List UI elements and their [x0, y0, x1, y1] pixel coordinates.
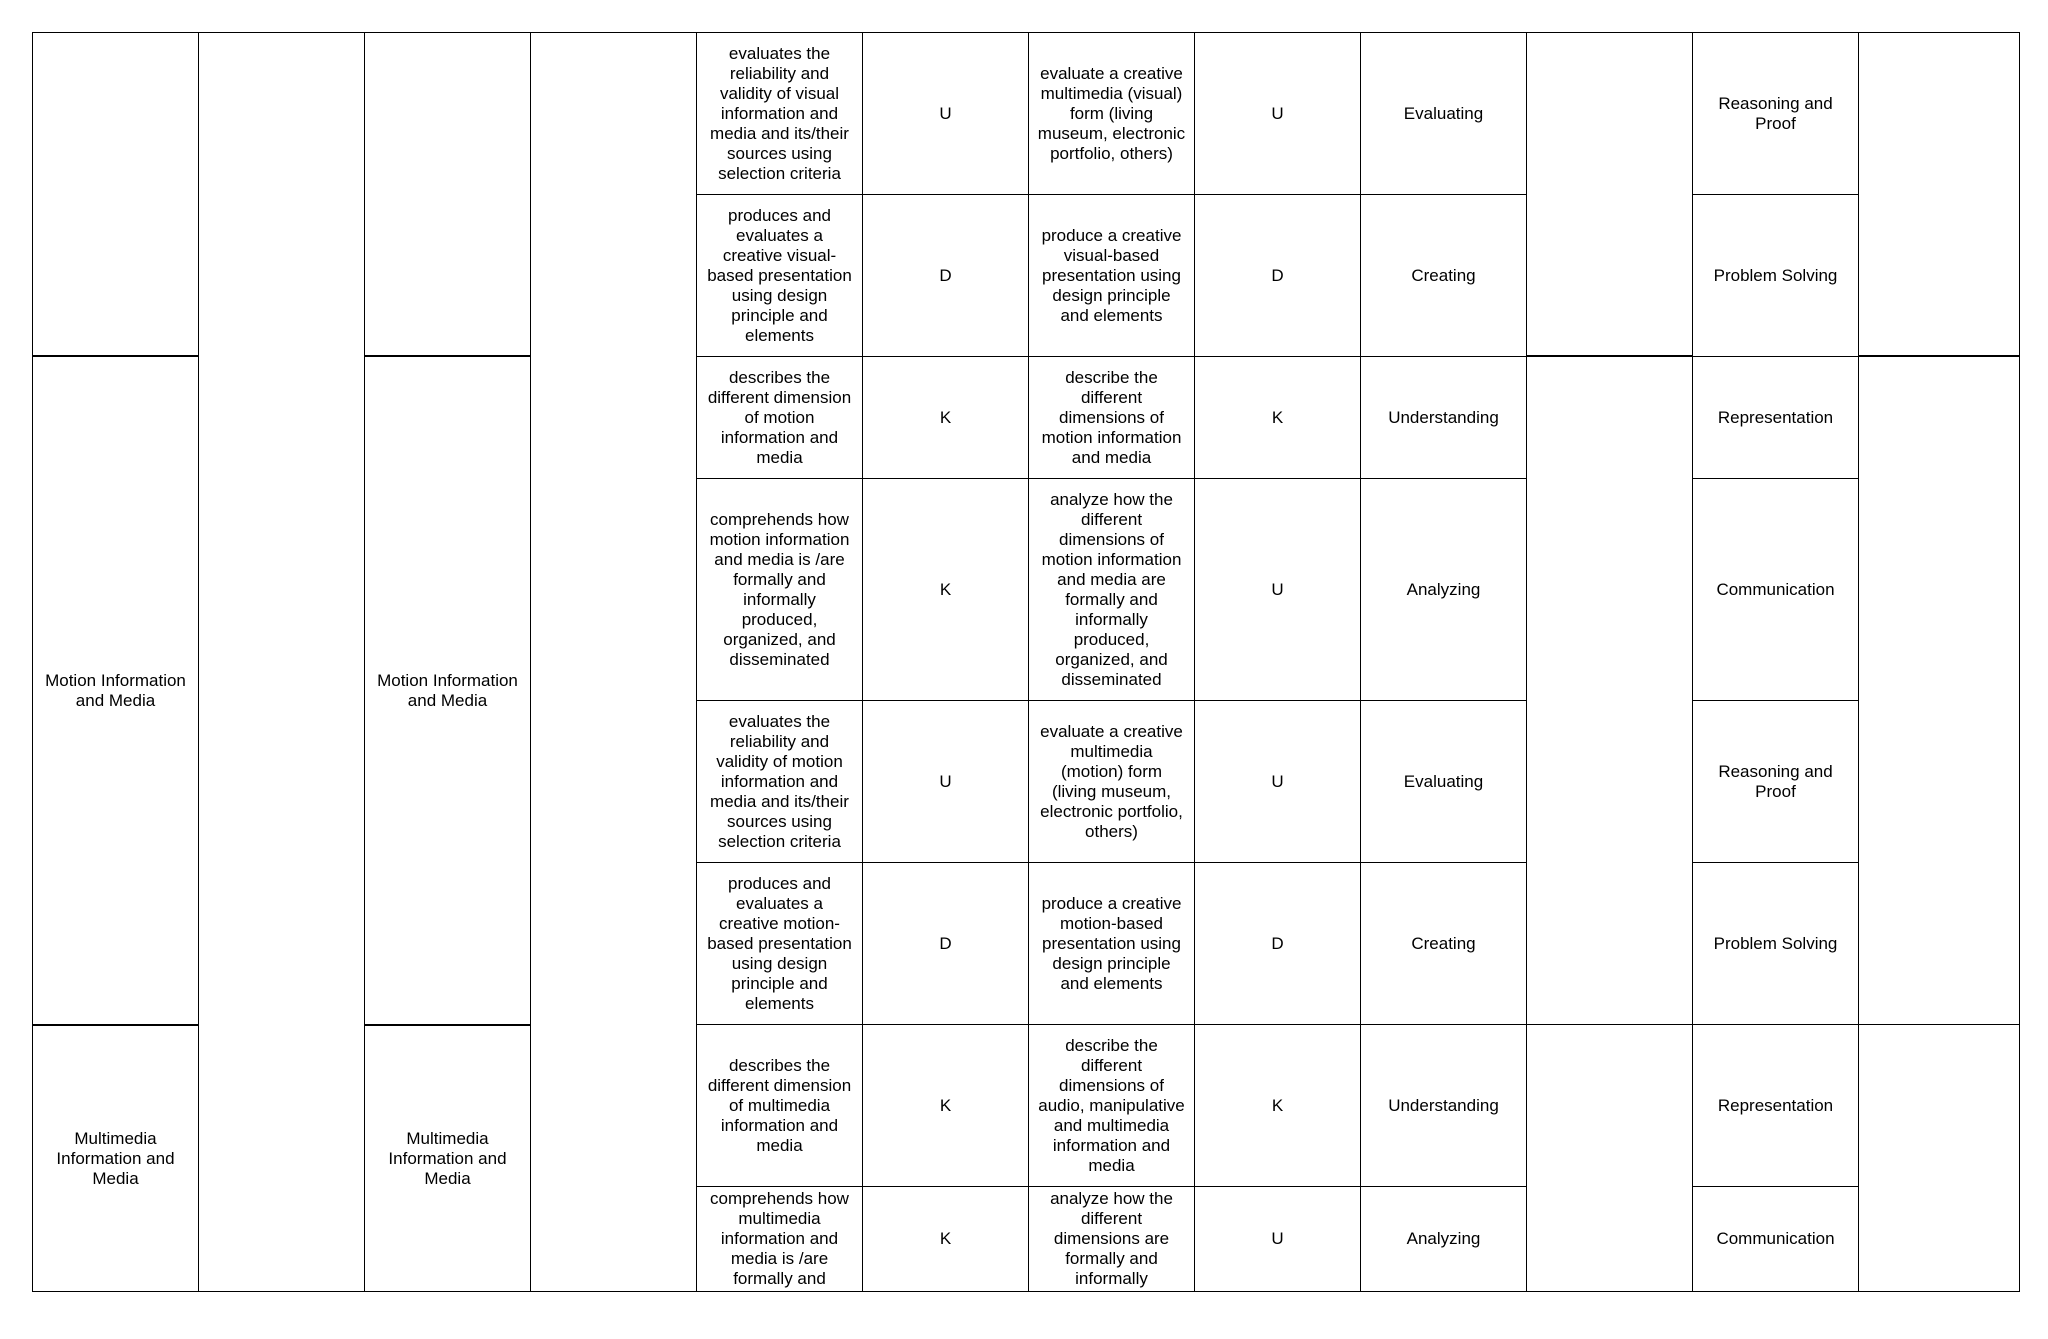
competency-code: U	[862, 700, 1029, 863]
cognitive-level: Understanding	[1360, 356, 1527, 479]
objective-cell: analyze how the different dimensions of motion information and media are formally and informally produced, organized, and disseminated	[1028, 478, 1195, 701]
competency-cell: evaluates the reliability and validity of visual information and media and its/their sources using selection criteria	[696, 32, 863, 195]
curriculum-table	[32, 32, 2020, 1292]
objective-cell: evaluate a creative multimedia (motion) form (living museum, electronic portfolio, others)	[1028, 700, 1195, 863]
competency-code: D	[862, 862, 1029, 1025]
column-2-blank	[198, 32, 365, 1292]
objective-cell: describe the different dimensions of motion information and media	[1028, 356, 1195, 479]
objective-code: K	[1194, 1024, 1361, 1187]
objective-cell: produce a creative visual-based presentation using design principle and elements	[1028, 194, 1195, 357]
cognitive-level: Creating	[1360, 862, 1527, 1025]
competency-cell: produces and evaluates a creative visual-based presentation using design principle and elements	[696, 194, 863, 357]
column-12-blank	[1858, 32, 2020, 356]
subtopic-cell-motion: Motion Information and Media	[364, 356, 531, 1025]
objective-code: D	[1194, 194, 1361, 357]
column-4-blank	[530, 32, 697, 1292]
competency-cell: comprehends how multimedia information and media is /are formally and	[696, 1186, 863, 1292]
competency-cell: evaluates the reliability and validity of motion information and media and its/their sources using selection criteria	[696, 700, 863, 863]
competency-code: K	[862, 356, 1029, 479]
process-cell: Reasoning and Proof	[1692, 32, 1859, 195]
competency-code: U	[862, 32, 1029, 195]
objective-code: D	[1194, 862, 1361, 1025]
objective-code: K	[1194, 356, 1361, 479]
cognitive-level: Analyzing	[1360, 478, 1527, 701]
column-10-blank	[1526, 356, 1693, 1025]
process-cell: Communication	[1692, 1186, 1859, 1292]
competency-cell: describes the different dimension of motion information and media	[696, 356, 863, 479]
topic-cell-blank	[32, 32, 199, 356]
objective-cell: produce a creative motion-based presentation using design principle and elements	[1028, 862, 1195, 1025]
subtopic-cell-multimedia: Multimedia Information and Media	[364, 1025, 531, 1292]
competency-cell: comprehends how motion information and media is /are formally and informally produced, organized, and disseminated	[696, 478, 863, 701]
objective-code: U	[1194, 1186, 1361, 1292]
objective-cell: evaluate a creative multimedia (visual) form (living museum, electronic portfolio, others)	[1028, 32, 1195, 195]
cognitive-level: Understanding	[1360, 1024, 1527, 1187]
competency-code: D	[862, 194, 1029, 357]
column-10-blank	[1526, 32, 1693, 356]
objective-cell: describe the different dimensions of audio, manipulative and multimedia information and media	[1028, 1024, 1195, 1187]
subtopic-cell-blank	[364, 32, 531, 356]
column-10-blank	[1526, 1024, 1693, 1292]
process-cell: Reasoning and Proof	[1692, 700, 1859, 863]
topic-cell-motion: Motion Information and Media	[32, 356, 199, 1025]
topic-cell-multimedia: Multimedia Information and Media	[32, 1025, 199, 1292]
cognitive-level: Evaluating	[1360, 700, 1527, 863]
competency-code: K	[862, 1024, 1029, 1187]
column-12-blank	[1858, 1024, 2020, 1292]
column-12-blank	[1858, 356, 2020, 1025]
process-cell: Representation	[1692, 356, 1859, 479]
process-cell: Communication	[1692, 478, 1859, 701]
competency-cell: produces and evaluates a creative motion-based presentation using design principle and elements	[696, 862, 863, 1025]
cognitive-level: Analyzing	[1360, 1186, 1527, 1292]
competency-code: K	[862, 478, 1029, 701]
competency-cell: describes the different dimension of multimedia information and media	[696, 1024, 863, 1187]
process-cell: Problem Solving	[1692, 194, 1859, 357]
competency-code: K	[862, 1186, 1029, 1292]
process-cell: Problem Solving	[1692, 862, 1859, 1025]
objective-code: U	[1194, 32, 1361, 195]
objective-code: U	[1194, 700, 1361, 863]
process-cell: Representation	[1692, 1024, 1859, 1187]
objective-code: U	[1194, 478, 1361, 701]
cognitive-level: Evaluating	[1360, 32, 1527, 195]
cognitive-level: Creating	[1360, 194, 1527, 357]
objective-cell: analyze how the different dimensions are formally and informally	[1028, 1186, 1195, 1292]
